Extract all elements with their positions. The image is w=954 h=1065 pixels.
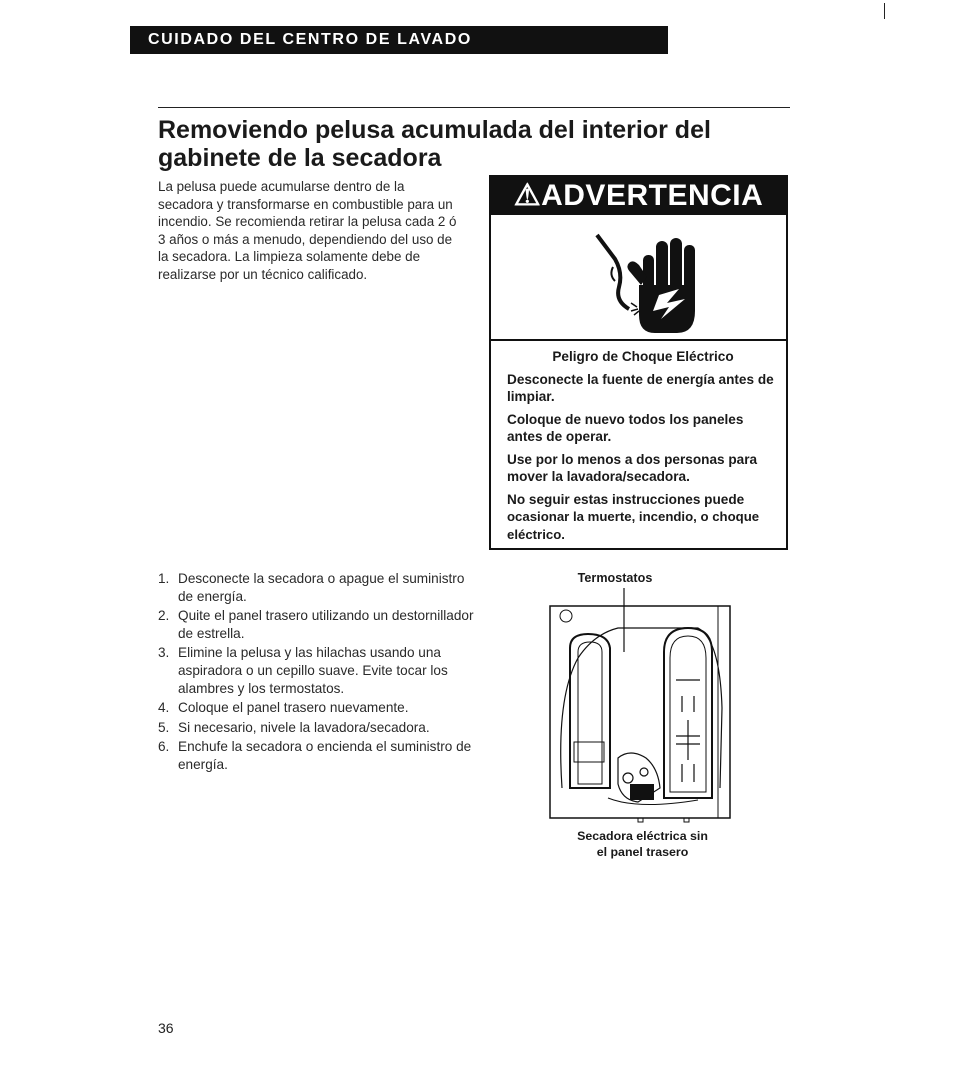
intro-paragraph: La pelusa puede acumularse dentro de la secadora y transformarse en combustible para un incendio. Se recomienda retirar la pelusa cada 2 ó 3 años o más a menudo, dependiendo del uso de la secadora. La limpieza solamente debe de realizarse por un técnico calificado.	[158, 179, 457, 282]
page-title: Removiendo pelusa acumulada del interior del gabinete de la secadora	[158, 116, 711, 172]
warning-header: ⚠ADVERTENCIA	[491, 177, 786, 215]
list-item: 2. Quite el panel trasero utilizando un destornillador de estrella.	[158, 608, 474, 641]
warning-consequence-rest: ocasionar la muerte, incendio, o choque eléctrico.	[507, 509, 760, 542]
list-item: 4. Coloque el panel trasero nuevamente.	[158, 700, 409, 716]
warning-consequence-bold: No seguir estas instrucciones puede	[507, 491, 745, 507]
figure-caption	[540, 828, 745, 860]
warning-text	[507, 348, 779, 543]
list-item: 1. Desconecte la secadora o apague el suministro de energía.	[158, 571, 465, 604]
dryer-illustration	[548, 588, 734, 824]
figure-caption-line: Secadora eléctrica sin	[577, 829, 708, 843]
warning-consequence	[507, 491, 779, 544]
list-item: 3. Elimine la pelusa y las hilachas usando una aspiradora o un cepillo suave. Evite tocar los alambres y los termostatos.	[158, 645, 448, 696]
electric-shock-hand-icon	[491, 215, 786, 339]
dryer-back-drawing	[548, 588, 734, 824]
warning-heading: Peligro de Choque Eléctrico	[552, 349, 734, 364]
figure-label: Termostatos	[577, 571, 653, 585]
warning-icon-area	[491, 215, 786, 341]
list-item: 5. Si necesario, nivele la lavadora/secadora.	[158, 719, 430, 735]
steps-list	[158, 570, 478, 776]
section-banner: CUIDADO DEL CENTRO DE LAVADO	[130, 26, 668, 54]
top-rule	[158, 107, 790, 108]
warning-line: Use por lo menos a dos personas para mover la lavadora/secadora.	[507, 451, 758, 484]
list-item: 6. Enchufe la secadora o encienda el suministro de energía.	[158, 739, 472, 772]
corner-mark	[884, 3, 885, 19]
page-number: 36	[158, 1020, 174, 1036]
warning-line: Coloque de nuevo todos los paneles antes de operar.	[507, 411, 744, 444]
warning-box	[489, 175, 788, 550]
figure-caption-line: el panel trasero	[596, 845, 689, 859]
warning-line: Desconecte la fuente de energía antes de limpiar.	[507, 371, 774, 404]
